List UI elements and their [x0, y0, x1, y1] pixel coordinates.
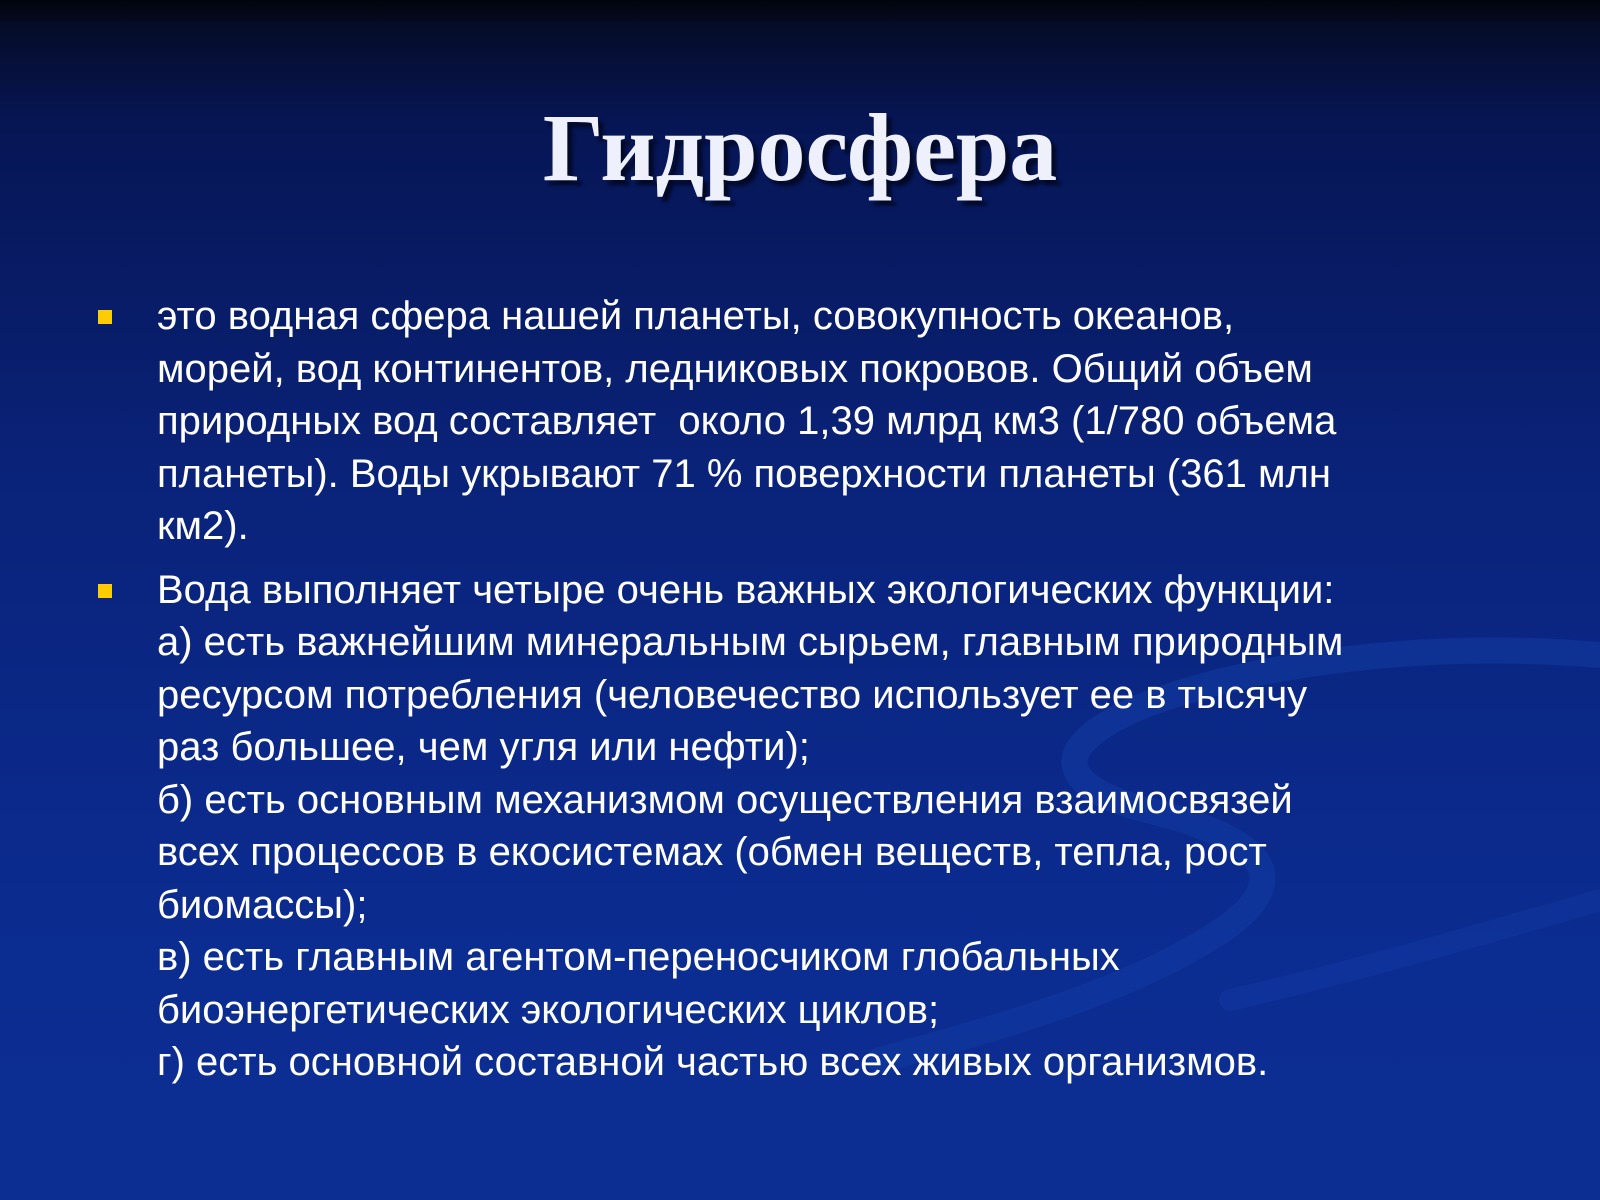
bullet-list: [98, 290, 1518, 1100]
bullet-text-line: в) есть главным агентом-переносчиком глобальных: [157, 935, 1120, 979]
bullet-text-line: км2).: [157, 504, 249, 548]
bullet-text-line: это водная сфера нашей планеты, совокупность океанов,: [157, 294, 1235, 338]
bullet-item-water-functions: [98, 564, 1518, 1089]
slide-title: Гидросфера: [542, 94, 1058, 201]
bullet-square-icon: [98, 584, 112, 598]
bullet-text-line: а) есть важнейшим минеральным сырьем, главным природным: [157, 620, 1344, 664]
bullet-text-line: г) есть основной составной частью всех живых организмов.: [157, 1040, 1269, 1084]
bullet-text-line: биоэнергетических экологических циклов;: [157, 987, 940, 1032]
bullet-text-line: морей, вод континентов, ледниковых покровов. Общий объем: [157, 346, 1313, 391]
bullet-text-line: Вода выполняет четыре очень важных экологических функции:: [157, 567, 1335, 612]
bullet-item-hydrosphere-definition: [98, 290, 1518, 553]
bullet-text-line: всех процессов в екосистемах (обмен веществ, тепла, рост: [157, 830, 1267, 874]
bullet-text-line: планеты). Воды укрывают 71 % поверхности планеты (361 млн: [157, 451, 1331, 496]
bullet-text-line: б) есть основным механизмом осуществления взаимосвязей: [157, 777, 1293, 822]
bullet-text-line: природных вод составляет около 1,39 млрд км3 (1/780 объема: [157, 399, 1337, 443]
bullet-text-line: ресурсом потребления (человечество использует ее в тысячу: [157, 672, 1308, 717]
bullet-text-line: биомассы);: [157, 882, 368, 927]
bullet-text-line: раз большее, чем угля или нефти);: [157, 725, 810, 769]
bullet-square-icon: [98, 310, 112, 324]
